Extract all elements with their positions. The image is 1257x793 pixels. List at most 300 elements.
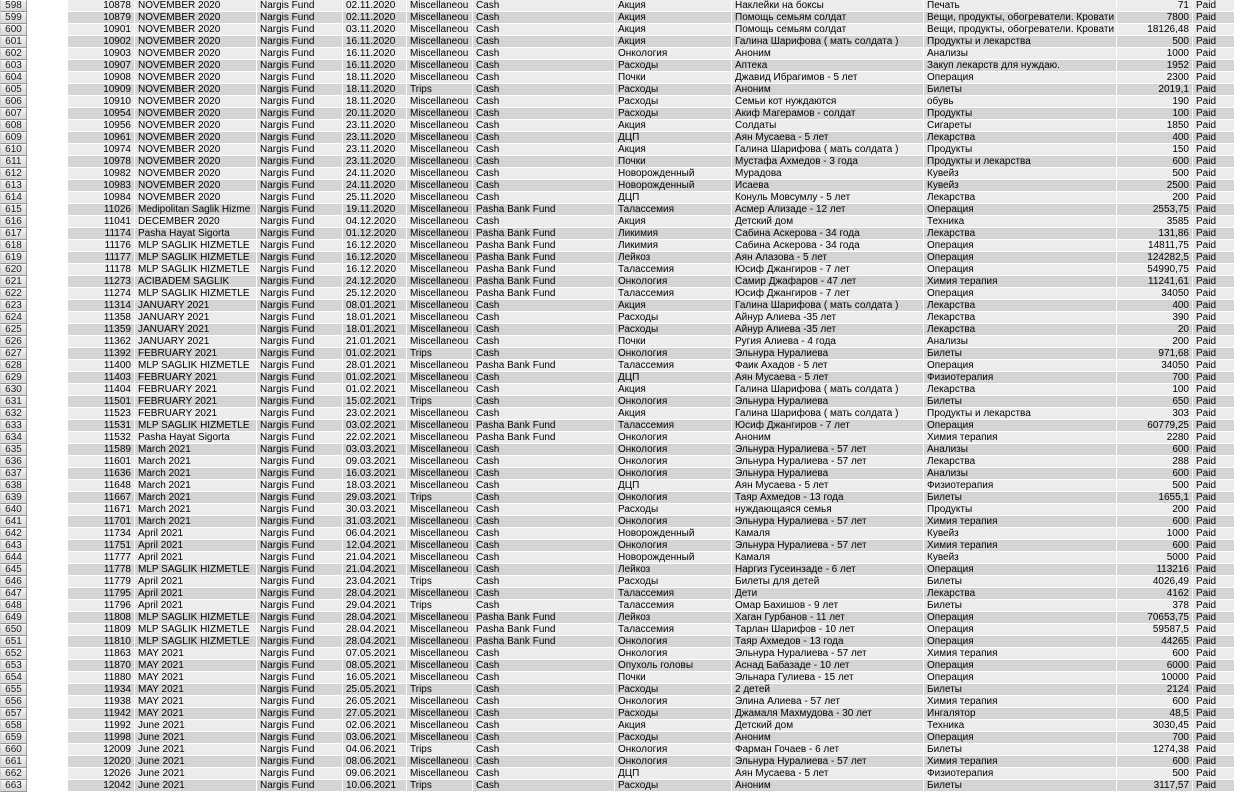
- cell-amount[interactable]: 600: [1117, 516, 1193, 528]
- cell-status[interactable]: Paid: [1193, 228, 1235, 240]
- cell-source[interactable]: Cash: [473, 600, 615, 612]
- cell-id[interactable]: 11177: [68, 252, 135, 264]
- cell-category[interactable]: Miscellaneou: [407, 72, 473, 84]
- cell-id[interactable]: 11648: [68, 480, 135, 492]
- cell-category[interactable]: Trips: [407, 492, 473, 504]
- row-header[interactable]: 621: [0, 276, 27, 288]
- cell-date[interactable]: 20.11.2020: [343, 108, 407, 120]
- row-header[interactable]: 660: [0, 744, 27, 756]
- cell-date[interactable]: 04.06.2021: [343, 744, 407, 756]
- cell-status[interactable]: Paid: [1193, 672, 1235, 684]
- cell-fund[interactable]: Nargis Fund: [257, 576, 343, 588]
- cell-amount[interactable]: 190: [1117, 96, 1193, 108]
- cell-category[interactable]: Miscellaneou: [407, 456, 473, 468]
- cell-month[interactable]: April 2021: [135, 600, 257, 612]
- cell-medical[interactable]: Онкология: [615, 348, 732, 360]
- cell-status[interactable]: Paid: [1193, 192, 1235, 204]
- cell-month[interactable]: June 2021: [135, 768, 257, 780]
- cell-purpose[interactable]: Кувейз: [924, 180, 1117, 192]
- cell-date[interactable]: 23.04.2021: [343, 576, 407, 588]
- cell-fund[interactable]: Nargis Fund: [257, 552, 343, 564]
- cell-month[interactable]: NOVEMBER 2020: [135, 60, 257, 72]
- cell-empty[interactable]: [27, 576, 68, 588]
- cell-id[interactable]: 11870: [68, 660, 135, 672]
- cell-medical[interactable]: Почки: [615, 156, 732, 168]
- cell-status[interactable]: Paid: [1193, 156, 1235, 168]
- cell-beneficiary[interactable]: Таяр Ахмедов - 13 года: [732, 636, 924, 648]
- cell-category[interactable]: Miscellaneou: [407, 216, 473, 228]
- cell-purpose[interactable]: Продукты: [924, 504, 1117, 516]
- cell-id[interactable]: 11998: [68, 732, 135, 744]
- cell-category[interactable]: Miscellaneou: [407, 636, 473, 648]
- cell-id[interactable]: 11810: [68, 636, 135, 648]
- cell-date[interactable]: 01.02.2021: [343, 384, 407, 396]
- cell-status[interactable]: Paid: [1193, 120, 1235, 132]
- cell-id[interactable]: 10902: [68, 36, 135, 48]
- cell-source[interactable]: Cash: [473, 12, 615, 24]
- cell-medical[interactable]: Расходы: [615, 576, 732, 588]
- cell-source[interactable]: Cash: [473, 744, 615, 756]
- cell-source[interactable]: Cash: [473, 132, 615, 144]
- row-header[interactable]: 643: [0, 540, 27, 552]
- cell-category[interactable]: Miscellaneou: [407, 24, 473, 36]
- cell-medical[interactable]: Расходы: [615, 324, 732, 336]
- cell-amount[interactable]: 200: [1117, 192, 1193, 204]
- cell-source[interactable]: Cash: [473, 588, 615, 600]
- cell-amount[interactable]: 390: [1117, 312, 1193, 324]
- cell-month[interactable]: April 2021: [135, 588, 257, 600]
- cell-fund[interactable]: Nargis Fund: [257, 84, 343, 96]
- cell-fund[interactable]: Nargis Fund: [257, 468, 343, 480]
- cell-amount[interactable]: 2553,75: [1117, 204, 1193, 216]
- cell-fund[interactable]: Nargis Fund: [257, 756, 343, 768]
- cell-medical[interactable]: Онкология: [615, 636, 732, 648]
- cell-empty[interactable]: [27, 696, 68, 708]
- cell-month[interactable]: April 2021: [135, 576, 257, 588]
- cell-medical[interactable]: Расходы: [615, 732, 732, 744]
- row-header[interactable]: 620: [0, 264, 27, 276]
- cell-id[interactable]: 11880: [68, 672, 135, 684]
- cell-date[interactable]: 16.12.2020: [343, 240, 407, 252]
- cell-category[interactable]: Miscellaneou: [407, 552, 473, 564]
- cell-beneficiary[interactable]: Фаик Ахадов - 5 лет: [732, 360, 924, 372]
- cell-empty[interactable]: [27, 168, 68, 180]
- cell-source[interactable]: Cash: [473, 720, 615, 732]
- cell-empty[interactable]: [27, 420, 68, 432]
- row-header[interactable]: 628: [0, 360, 27, 372]
- cell-id[interactable]: 10901: [68, 24, 135, 36]
- cell-fund[interactable]: Nargis Fund: [257, 336, 343, 348]
- cell-source[interactable]: Pasha Bank Fund: [473, 636, 615, 648]
- cell-amount[interactable]: 200: [1117, 336, 1193, 348]
- cell-id[interactable]: 12042: [68, 780, 135, 792]
- cell-id[interactable]: 11809: [68, 624, 135, 636]
- cell-date[interactable]: 21.04.2021: [343, 552, 407, 564]
- cell-id[interactable]: 11751: [68, 540, 135, 552]
- cell-purpose[interactable]: Операция: [924, 204, 1117, 216]
- cell-beneficiary[interactable]: Ругия Алиева - 4 года: [732, 336, 924, 348]
- cell-fund[interactable]: Nargis Fund: [257, 72, 343, 84]
- cell-purpose[interactable]: Сигареты: [924, 120, 1117, 132]
- cell-id[interactable]: 11808: [68, 612, 135, 624]
- cell-date[interactable]: 12.04.2021: [343, 540, 407, 552]
- cell-medical[interactable]: Онкология: [615, 396, 732, 408]
- cell-date[interactable]: 15.02.2021: [343, 396, 407, 408]
- cell-amount[interactable]: 600: [1117, 444, 1193, 456]
- cell-status[interactable]: Paid: [1193, 180, 1235, 192]
- cell-month[interactable]: NOVEMBER 2020: [135, 84, 257, 96]
- cell-purpose[interactable]: Химия терапия: [924, 540, 1117, 552]
- row-header[interactable]: 624: [0, 312, 27, 324]
- cell-beneficiary[interactable]: Юсиф Джангиров - 7 лет: [732, 420, 924, 432]
- cell-fund[interactable]: Nargis Fund: [257, 516, 343, 528]
- cell-id[interactable]: 11992: [68, 720, 135, 732]
- cell-purpose[interactable]: Анализы: [924, 336, 1117, 348]
- cell-amount[interactable]: 700: [1117, 372, 1193, 384]
- cell-beneficiary[interactable]: Солдаты: [732, 120, 924, 132]
- cell-amount[interactable]: 48,5: [1117, 708, 1193, 720]
- cell-category[interactable]: Trips: [407, 396, 473, 408]
- cell-status[interactable]: Paid: [1193, 456, 1235, 468]
- cell-beneficiary[interactable]: Эльнура Нуралиева - 57 лет: [732, 756, 924, 768]
- cell-date[interactable]: 24.11.2020: [343, 168, 407, 180]
- cell-empty[interactable]: [27, 120, 68, 132]
- cell-category[interactable]: Miscellaneou: [407, 0, 473, 12]
- cell-fund[interactable]: Nargis Fund: [257, 312, 343, 324]
- cell-source[interactable]: Cash: [473, 312, 615, 324]
- cell-id[interactable]: 10909: [68, 84, 135, 96]
- cell-medical[interactable]: Талассемия: [615, 588, 732, 600]
- cell-source[interactable]: Cash: [473, 156, 615, 168]
- cell-status[interactable]: Paid: [1193, 288, 1235, 300]
- cell-amount[interactable]: 54990,75: [1117, 264, 1193, 276]
- cell-id[interactable]: 10974: [68, 144, 135, 156]
- cell-month[interactable]: NOVEMBER 2020: [135, 72, 257, 84]
- cell-empty[interactable]: [27, 672, 68, 684]
- cell-source[interactable]: Cash: [473, 528, 615, 540]
- cell-date[interactable]: 07.05.2021: [343, 648, 407, 660]
- cell-month[interactable]: June 2021: [135, 756, 257, 768]
- cell-month[interactable]: March 2021: [135, 480, 257, 492]
- cell-month[interactable]: NOVEMBER 2020: [135, 120, 257, 132]
- cell-category[interactable]: Miscellaneou: [407, 564, 473, 576]
- cell-status[interactable]: Paid: [1193, 84, 1235, 96]
- cell-amount[interactable]: 600: [1117, 648, 1193, 660]
- cell-amount[interactable]: 600: [1117, 468, 1193, 480]
- cell-id[interactable]: 11938: [68, 696, 135, 708]
- cell-beneficiary[interactable]: Эльнура Нуралиева - 57 лет: [732, 648, 924, 660]
- cell-fund[interactable]: Nargis Fund: [257, 288, 343, 300]
- cell-medical[interactable]: Акция: [615, 24, 732, 36]
- cell-category[interactable]: Trips: [407, 84, 473, 96]
- cell-status[interactable]: Paid: [1193, 648, 1235, 660]
- row-header[interactable]: 613: [0, 180, 27, 192]
- cell-date[interactable]: 18.11.2020: [343, 84, 407, 96]
- cell-beneficiary[interactable]: Наргиз Гусеинзаде - 6 лет: [732, 564, 924, 576]
- cell-purpose[interactable]: Билеты: [924, 492, 1117, 504]
- cell-amount[interactable]: 60779,25: [1117, 420, 1193, 432]
- row-header[interactable]: 644: [0, 552, 27, 564]
- cell-medical[interactable]: Расходы: [615, 60, 732, 72]
- cell-medical[interactable]: Онкология: [615, 492, 732, 504]
- cell-status[interactable]: Paid: [1193, 36, 1235, 48]
- cell-source[interactable]: Cash: [473, 168, 615, 180]
- cell-empty[interactable]: [27, 84, 68, 96]
- cell-date[interactable]: 23.02.2021: [343, 408, 407, 420]
- cell-date[interactable]: 03.06.2021: [343, 732, 407, 744]
- cell-beneficiary[interactable]: Аноним: [732, 780, 924, 792]
- cell-purpose[interactable]: Лекарства: [924, 384, 1117, 396]
- cell-amount[interactable]: 3030,45: [1117, 720, 1193, 732]
- cell-medical[interactable]: Новорожденный: [615, 528, 732, 540]
- cell-category[interactable]: Trips: [407, 600, 473, 612]
- cell-medical[interactable]: Талассемия: [615, 624, 732, 636]
- cell-month[interactable]: June 2021: [135, 744, 257, 756]
- cell-amount[interactable]: 2500: [1117, 180, 1193, 192]
- row-header[interactable]: 647: [0, 588, 27, 600]
- cell-status[interactable]: Paid: [1193, 0, 1235, 12]
- cell-status[interactable]: Paid: [1193, 24, 1235, 36]
- cell-fund[interactable]: Nargis Fund: [257, 300, 343, 312]
- cell-id[interactable]: 11589: [68, 444, 135, 456]
- cell-source[interactable]: Pasha Bank Fund: [473, 252, 615, 264]
- cell-id[interactable]: 10956: [68, 120, 135, 132]
- cell-purpose[interactable]: Печать: [924, 0, 1117, 12]
- cell-purpose[interactable]: Физиотерапия: [924, 768, 1117, 780]
- cell-empty[interactable]: [27, 372, 68, 384]
- cell-month[interactable]: MAY 2021: [135, 696, 257, 708]
- row-header[interactable]: 622: [0, 288, 27, 300]
- cell-source[interactable]: Pasha Bank Fund: [473, 204, 615, 216]
- cell-source[interactable]: Cash: [473, 336, 615, 348]
- cell-purpose[interactable]: Продукты: [924, 108, 1117, 120]
- cell-empty[interactable]: [27, 408, 68, 420]
- cell-beneficiary[interactable]: Аян Мусаева - 5 лет: [732, 768, 924, 780]
- cell-date[interactable]: 16.11.2020: [343, 48, 407, 60]
- row-header[interactable]: 646: [0, 576, 27, 588]
- cell-id[interactable]: 11701: [68, 516, 135, 528]
- row-header[interactable]: 623: [0, 300, 27, 312]
- cell-category[interactable]: Miscellaneou: [407, 708, 473, 720]
- row-header[interactable]: 600: [0, 24, 27, 36]
- cell-fund[interactable]: Nargis Fund: [257, 600, 343, 612]
- cell-purpose[interactable]: Химия терапия: [924, 696, 1117, 708]
- cell-month[interactable]: March 2021: [135, 504, 257, 516]
- cell-date[interactable]: 18.01.2021: [343, 312, 407, 324]
- cell-category[interactable]: Miscellaneou: [407, 60, 473, 72]
- cell-amount[interactable]: 124282,5: [1117, 252, 1193, 264]
- row-header[interactable]: 629: [0, 372, 27, 384]
- cell-fund[interactable]: Nargis Fund: [257, 276, 343, 288]
- cell-empty[interactable]: [27, 552, 68, 564]
- cell-id[interactable]: 11174: [68, 228, 135, 240]
- cell-id[interactable]: 11274: [68, 288, 135, 300]
- cell-empty[interactable]: [27, 516, 68, 528]
- cell-beneficiary[interactable]: Помощь семьям солдат: [732, 24, 924, 36]
- cell-month[interactable]: NOVEMBER 2020: [135, 168, 257, 180]
- cell-amount[interactable]: 378: [1117, 600, 1193, 612]
- cell-empty[interactable]: [27, 504, 68, 516]
- cell-medical[interactable]: Расходы: [615, 84, 732, 96]
- cell-date[interactable]: 02.06.2021: [343, 720, 407, 732]
- cell-purpose[interactable]: Операция: [924, 264, 1117, 276]
- cell-source[interactable]: Cash: [473, 384, 615, 396]
- cell-date[interactable]: 29.04.2021: [343, 600, 407, 612]
- row-header[interactable]: 617: [0, 228, 27, 240]
- cell-status[interactable]: Paid: [1193, 408, 1235, 420]
- row-header[interactable]: 654: [0, 672, 27, 684]
- cell-medical[interactable]: Акция: [615, 12, 732, 24]
- cell-medical[interactable]: Ликимия: [615, 240, 732, 252]
- cell-purpose[interactable]: Лекарства: [924, 228, 1117, 240]
- cell-source[interactable]: Cash: [473, 108, 615, 120]
- cell-beneficiary[interactable]: Камаля: [732, 528, 924, 540]
- cell-empty[interactable]: [27, 720, 68, 732]
- cell-medical[interactable]: Ликимия: [615, 228, 732, 240]
- cell-id[interactable]: 10984: [68, 192, 135, 204]
- cell-fund[interactable]: Nargis Fund: [257, 408, 343, 420]
- cell-amount[interactable]: 59587,5: [1117, 624, 1193, 636]
- cell-empty[interactable]: [27, 660, 68, 672]
- cell-status[interactable]: Paid: [1193, 396, 1235, 408]
- cell-purpose[interactable]: Техника: [924, 216, 1117, 228]
- cell-beneficiary[interactable]: Эльнара Гулиева - 15 лет: [732, 672, 924, 684]
- cell-beneficiary[interactable]: Сабина Аскерова - 34 года: [732, 228, 924, 240]
- cell-id[interactable]: 10961: [68, 132, 135, 144]
- cell-id[interactable]: 12026: [68, 768, 135, 780]
- cell-month[interactable]: MLP SAGLIK HIZMETLE: [135, 288, 257, 300]
- cell-purpose[interactable]: Билеты: [924, 600, 1117, 612]
- row-header[interactable]: 638: [0, 480, 27, 492]
- cell-category[interactable]: Miscellaneou: [407, 48, 473, 60]
- cell-purpose[interactable]: Закуп лекарств для нуждаю.: [924, 60, 1117, 72]
- cell-month[interactable]: FEBRUARY 2021: [135, 372, 257, 384]
- cell-fund[interactable]: Nargis Fund: [257, 624, 343, 636]
- cell-empty[interactable]: [27, 564, 68, 576]
- cell-source[interactable]: Cash: [473, 480, 615, 492]
- cell-category[interactable]: Miscellaneou: [407, 480, 473, 492]
- cell-purpose[interactable]: Билеты: [924, 84, 1117, 96]
- cell-amount[interactable]: 100: [1117, 108, 1193, 120]
- cell-amount[interactable]: 2124: [1117, 684, 1193, 696]
- row-header[interactable]: 631: [0, 396, 27, 408]
- cell-date[interactable]: 26.05.2021: [343, 696, 407, 708]
- cell-medical[interactable]: Лейкоз: [615, 612, 732, 624]
- cell-source[interactable]: Cash: [473, 696, 615, 708]
- cell-amount[interactable]: 10000: [1117, 672, 1193, 684]
- cell-empty[interactable]: [27, 288, 68, 300]
- cell-status[interactable]: Paid: [1193, 168, 1235, 180]
- row-header[interactable]: 658: [0, 720, 27, 732]
- cell-date[interactable]: 01.02.2021: [343, 348, 407, 360]
- cell-fund[interactable]: Nargis Fund: [257, 132, 343, 144]
- cell-beneficiary[interactable]: 2 детей: [732, 684, 924, 696]
- cell-amount[interactable]: 2280: [1117, 432, 1193, 444]
- cell-empty[interactable]: [27, 348, 68, 360]
- cell-fund[interactable]: Nargis Fund: [257, 372, 343, 384]
- cell-medical[interactable]: Талассемия: [615, 360, 732, 372]
- cell-amount[interactable]: 131,86: [1117, 228, 1193, 240]
- cell-fund[interactable]: Nargis Fund: [257, 252, 343, 264]
- cell-month[interactable]: June 2021: [135, 780, 257, 792]
- cell-status[interactable]: Paid: [1193, 336, 1235, 348]
- cell-purpose[interactable]: Билеты: [924, 744, 1117, 756]
- cell-purpose[interactable]: Анализы: [924, 444, 1117, 456]
- cell-date[interactable]: 25.12.2020: [343, 288, 407, 300]
- cell-fund[interactable]: Nargis Fund: [257, 156, 343, 168]
- cell-beneficiary[interactable]: Асмер Ализаде - 12 лет: [732, 204, 924, 216]
- cell-category[interactable]: Miscellaneou: [407, 120, 473, 132]
- cell-empty[interactable]: [27, 72, 68, 84]
- cell-fund[interactable]: Nargis Fund: [257, 24, 343, 36]
- cell-status[interactable]: Paid: [1193, 384, 1235, 396]
- cell-id[interactable]: 11178: [68, 264, 135, 276]
- row-header[interactable]: 639: [0, 492, 27, 504]
- cell-medical[interactable]: Онкология: [615, 696, 732, 708]
- cell-empty[interactable]: [27, 336, 68, 348]
- cell-empty[interactable]: [27, 300, 68, 312]
- cell-medical[interactable]: Онкология: [615, 456, 732, 468]
- cell-purpose[interactable]: Продукты и лекарства: [924, 36, 1117, 48]
- cell-medical[interactable]: Онкология: [615, 432, 732, 444]
- cell-medical[interactable]: ДЦП: [615, 192, 732, 204]
- cell-id[interactable]: 10908: [68, 72, 135, 84]
- cell-amount[interactable]: 500: [1117, 168, 1193, 180]
- cell-source[interactable]: Pasha Bank Fund: [473, 288, 615, 300]
- cell-empty[interactable]: [27, 360, 68, 372]
- cell-id[interactable]: 11667: [68, 492, 135, 504]
- row-header[interactable]: 642: [0, 528, 27, 540]
- cell-empty[interactable]: [27, 432, 68, 444]
- cell-date[interactable]: 16.11.2020: [343, 60, 407, 72]
- cell-medical[interactable]: Акция: [615, 120, 732, 132]
- cell-category[interactable]: Miscellaneou: [407, 144, 473, 156]
- cell-purpose[interactable]: Анализы: [924, 48, 1117, 60]
- cell-empty[interactable]: [27, 48, 68, 60]
- cell-empty[interactable]: [27, 600, 68, 612]
- cell-month[interactable]: MLP SAGLIK HIZMETLE: [135, 360, 257, 372]
- cell-date[interactable]: 16.03.2021: [343, 468, 407, 480]
- cell-fund[interactable]: Nargis Fund: [257, 504, 343, 516]
- cell-empty[interactable]: [27, 96, 68, 108]
- cell-date[interactable]: 28.01.2021: [343, 360, 407, 372]
- cell-category[interactable]: Miscellaneou: [407, 612, 473, 624]
- cell-empty[interactable]: [27, 144, 68, 156]
- cell-medical[interactable]: Талассемия: [615, 204, 732, 216]
- cell-amount[interactable]: 288: [1117, 456, 1193, 468]
- cell-amount[interactable]: 2300: [1117, 72, 1193, 84]
- cell-category[interactable]: Miscellaneou: [407, 420, 473, 432]
- cell-beneficiary[interactable]: Аян Алазова - 5 лет: [732, 252, 924, 264]
- cell-date[interactable]: 21.01.2021: [343, 336, 407, 348]
- cell-date[interactable]: 03.11.2020: [343, 24, 407, 36]
- row-header[interactable]: 630: [0, 384, 27, 396]
- cell-purpose[interactable]: Химия терапия: [924, 276, 1117, 288]
- cell-amount[interactable]: 7800: [1117, 12, 1193, 24]
- cell-date[interactable]: 31.03.2021: [343, 516, 407, 528]
- cell-month[interactable]: FEBRUARY 2021: [135, 348, 257, 360]
- cell-category[interactable]: Miscellaneou: [407, 180, 473, 192]
- row-header[interactable]: 653: [0, 660, 27, 672]
- cell-date[interactable]: 28.04.2021: [343, 588, 407, 600]
- cell-id[interactable]: 12009: [68, 744, 135, 756]
- cell-amount[interactable]: 3585: [1117, 216, 1193, 228]
- cell-month[interactable]: NOVEMBER 2020: [135, 36, 257, 48]
- cell-beneficiary[interactable]: Галина Шарифова ( мать солдата ): [732, 384, 924, 396]
- cell-beneficiary[interactable]: Аноним: [732, 432, 924, 444]
- cell-medical[interactable]: Талассемия: [615, 264, 732, 276]
- cell-amount[interactable]: 600: [1117, 156, 1193, 168]
